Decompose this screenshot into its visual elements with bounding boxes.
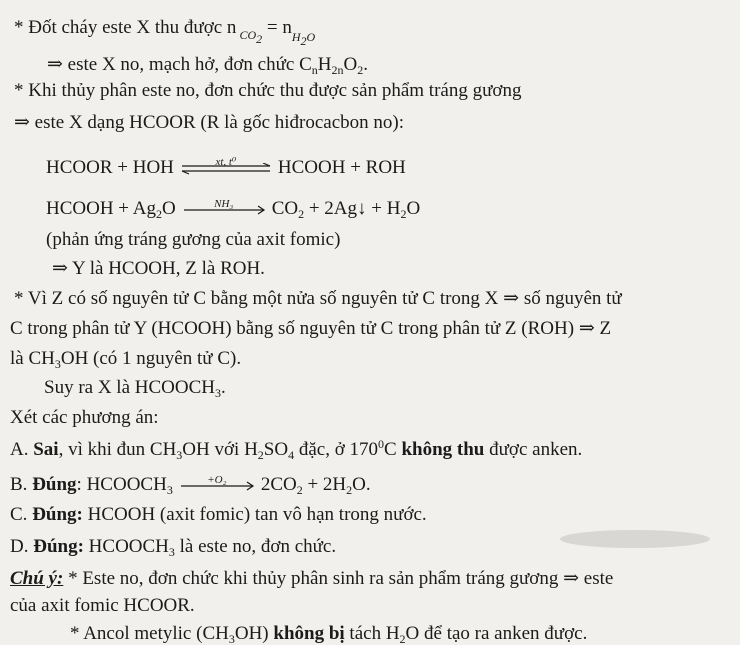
option-b: B. Đúng: $HCOOCH_3$ +O₂ $2CO_2 + 2H_2O$. xyxy=(10,473,371,497)
line-combustion: * Đốt cháy este X thu được n $_{CO_2} = n_{H_2O}$ xyxy=(14,17,316,48)
line-note-formic: (phản ứng tráng gương của axit fomic) xyxy=(46,229,341,250)
line-ester-formula: ⇒ este X no, mạch hở, đơn chức $C_nH_{2n}O_2$. xyxy=(47,54,368,77)
line-y-z: ⇒ Y là HCOOH, Z là ROH. xyxy=(52,258,265,279)
line-reasoning-1: * Vì Z có số nguyên tử C bằng một nửa số nguyên tử C trong X ⇒ số nguyên tử xyxy=(14,288,622,309)
note-line-3: * Ancol metylic $(CH_3OH)$ không bị tách $H_2O$ để tạo ra anken được. xyxy=(70,623,588,645)
note-label: Chú ý: xyxy=(10,568,64,589)
reaction-silver-mirror: HCOOH + $Ag_2O$ NH₃ $CO_2$ + 2Ag↓ + $H_2O$ xyxy=(46,197,421,221)
line-hydrolysis: * Khi thủy phân este no, đơn chức thu được sản phẩm tráng gương xyxy=(14,80,522,101)
option-c: C. Đúng: HCOOH (axit fomic) tan vô hạn trong nước. xyxy=(10,504,427,525)
line-reasoning-2: C trong phân tử Y (HCOOH) bằng số nguyên tử C trong phân tử Z (ROH) ⇒ Z xyxy=(10,318,612,339)
implies-arrow: ⇒ xyxy=(47,54,63,75)
option-d: D. Đúng: $HCOOCH_3$ là este no, đơn chức. xyxy=(10,536,337,559)
line-conclusion: Suy ra X là $HCOOCH_3$. xyxy=(44,377,226,400)
implies-arrow: ⇒ xyxy=(14,112,30,133)
implies-arrow: ⇒ xyxy=(578,318,595,339)
scan-smudge xyxy=(560,530,710,548)
implies-arrow: ⇒ xyxy=(563,568,580,589)
line-reasoning-3: là $CH_3OH$ (có 1 nguyên tử C). xyxy=(10,348,242,371)
reaction-arrow: +O₂ xyxy=(179,481,255,491)
implies-arrow: ⇒ xyxy=(503,288,520,309)
reaction-hydrolysis: HCOOR + HOH xt, t⁰ HCOOH + ROH xyxy=(46,155,406,178)
note-line-2: của axit fomic HCOOR. xyxy=(10,595,195,616)
line-form-hcoor: ⇒ este X dạng HCOOR (R là gốc hiđrocacbon no): xyxy=(14,112,405,133)
implies-arrow: ⇒ xyxy=(52,258,68,279)
equilibrium-arrow: xt, t⁰ xyxy=(180,163,272,175)
line-options-header: Xét các phương án: xyxy=(10,407,159,428)
reaction-arrow: NH₃ xyxy=(182,205,266,215)
option-a: A. Sai, vì khi đun $CH_3OH$ với $H_2SO_4$ đặc, ở $170^0C$ không thu được anken. xyxy=(10,437,583,462)
note-line-1: Chú ý: * Este no, đơn chức khi thủy phân sinh ra sản phẩm tráng gương ⇒ este xyxy=(10,568,614,589)
